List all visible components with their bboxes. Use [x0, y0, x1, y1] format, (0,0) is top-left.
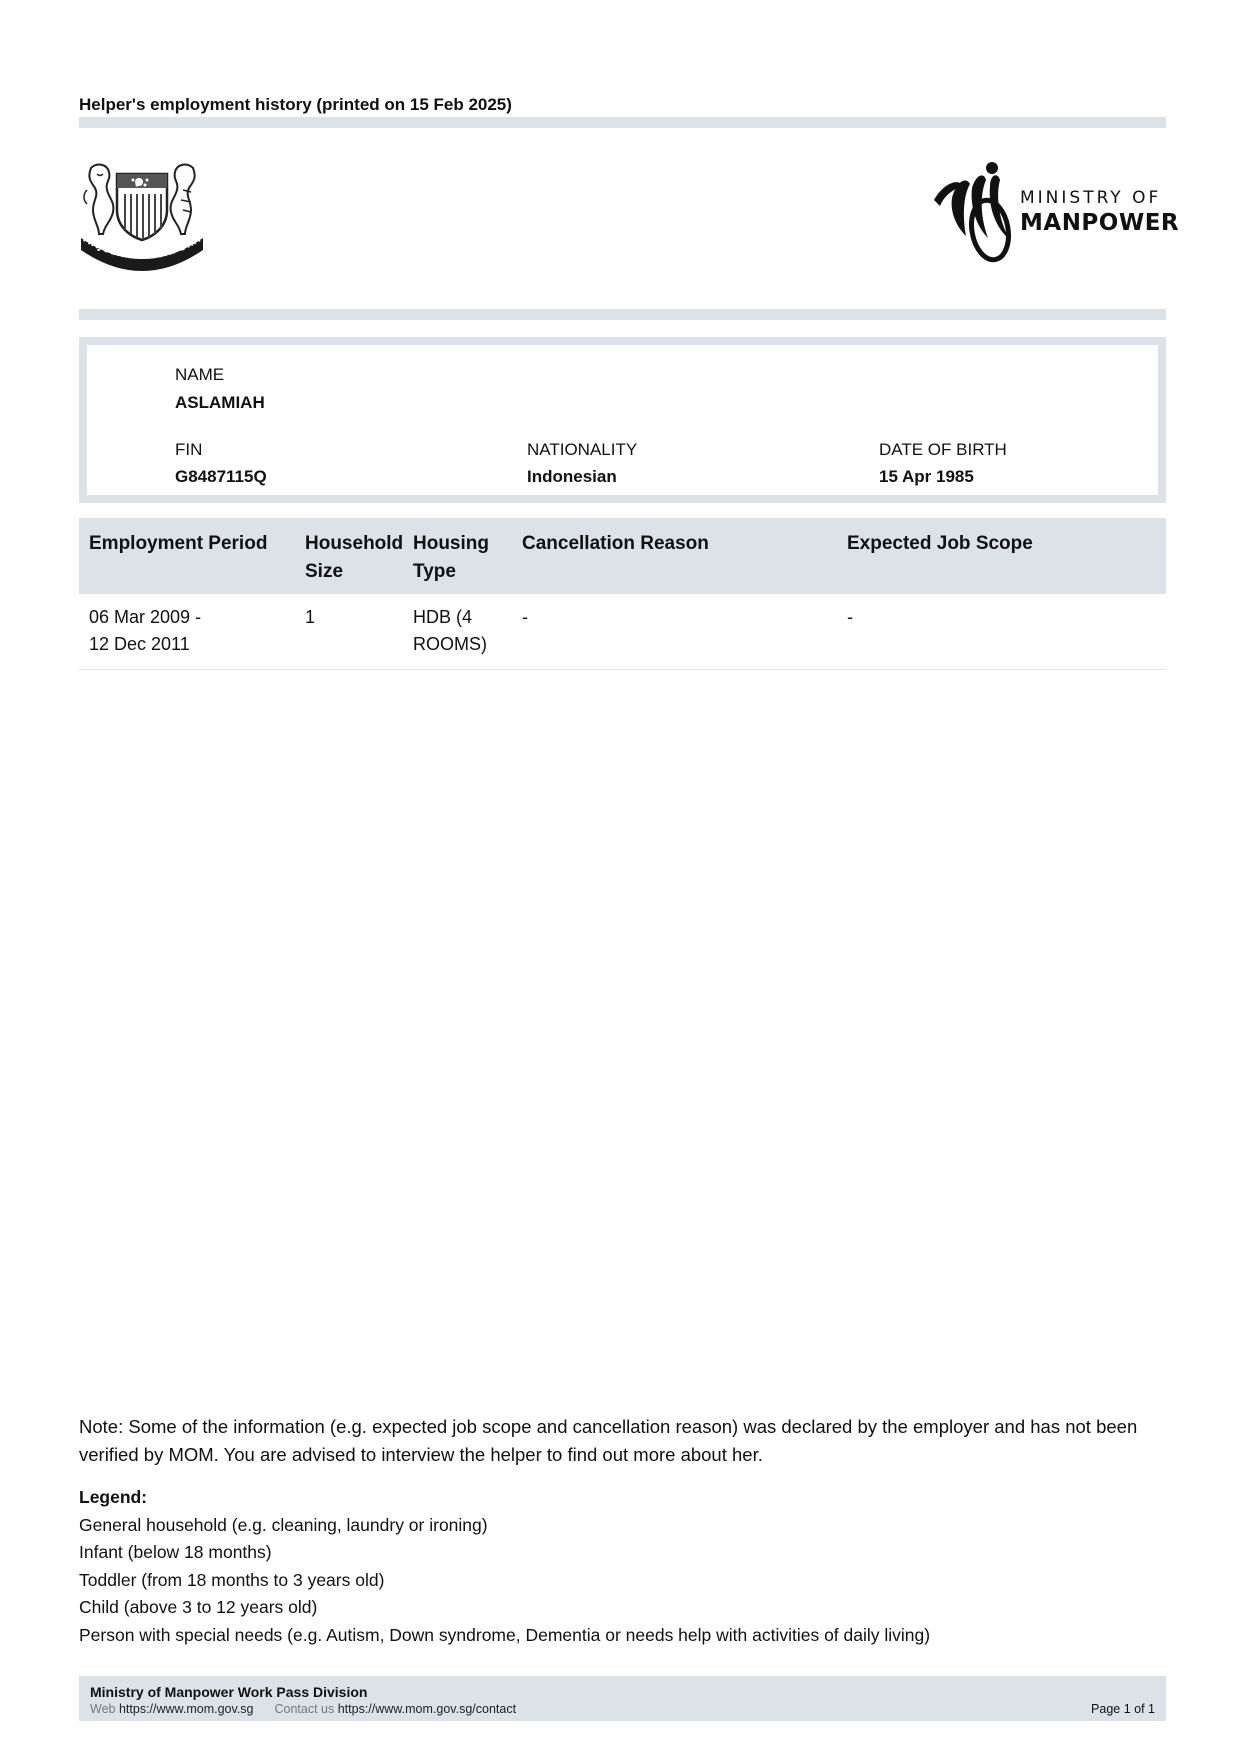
table-row — [79, 604, 1166, 668]
helper-nationality: Indonesian — [527, 467, 617, 486]
col-household-size — [305, 530, 403, 586]
ministry-line-2: MANPOWER — [1020, 210, 1180, 236]
page-title: Helper's employment history (printed on 15 Feb 2025) — [79, 95, 512, 114]
page-number: Page 1 of 1 — [1091, 1702, 1155, 1716]
cell-household-size: 1 — [305, 607, 316, 627]
contact-label: Contact us — [274, 1702, 335, 1716]
legend-item: Toddler (from 18 months to 3 years old) — [79, 1569, 385, 1590]
helper-info-box — [79, 337, 1166, 503]
nationality-label: NATIONALITY — [527, 440, 638, 459]
ministry-line-1: MINISTRY OF — [1020, 188, 1162, 208]
ministry-wordmark — [1020, 188, 1179, 236]
legend-item: Child (above 3 to 12 years old) — [79, 1597, 318, 1617]
col-housing-type-line2: Type — [413, 561, 456, 582]
employment-table-header — [79, 518, 1166, 594]
dob-label: DATE OF BIRTH — [879, 440, 1007, 459]
crest-motto: MAJULAH SINGAPURA — [80, 234, 204, 263]
header-divider — [79, 117, 1166, 128]
legend-item: Person with special needs (e.g. Autism, Down syndrome, Dementia or needs help with activities of daily living) — [79, 1624, 931, 1645]
col-household-size-line2: Size — [305, 561, 344, 582]
section-divider — [79, 309, 1166, 320]
period-end: 12 Dec 2011 — [89, 634, 190, 654]
disclaimer-note: Note: Some of the information (e.g. expected job scope and cancellation reason) was declared by the employer and has not been verified by MOM. You are advised to interview the helper to find out more about her. — [79, 1416, 1138, 1465]
col-employment-period: Employment Period — [89, 533, 268, 554]
web-link[interactable]: https://www.mom.gov.sg — [118, 1702, 254, 1716]
period-start: 06 Mar 2009 - — [89, 607, 202, 627]
cell-housing-type — [413, 604, 487, 658]
footer-links — [90, 1702, 516, 1716]
page-footer — [79, 1676, 1166, 1721]
col-housing-type-line1: Housing — [413, 533, 489, 554]
legend — [79, 1484, 930, 1649]
col-expected-job-scope: Expected Job Scope — [847, 533, 1033, 554]
contact-link[interactable]: https://www.mom.gov.sg/contact — [337, 1702, 517, 1716]
legend-heading: Legend: — [79, 1487, 148, 1507]
cell-cancellation-reason: - — [522, 607, 528, 627]
helper-dob: 15 Apr 1985 — [879, 467, 974, 486]
cell-expected-job-scope: - — [847, 607, 853, 627]
legend-item: General household (e.g. cleaning, laundry or ironing) — [79, 1514, 488, 1535]
col-housing-type — [413, 530, 489, 586]
housing-line2: ROOMS) — [413, 634, 487, 654]
name-label: NAME — [175, 365, 225, 384]
helper-fin: G8487115Q — [175, 467, 267, 486]
helper-name: ASLAMIAH — [175, 393, 265, 412]
web-label: Web — [90, 1702, 116, 1716]
singapore-crest-logo — [79, 160, 205, 272]
col-cancellation-reason: Cancellation Reason — [522, 533, 709, 554]
row-divider — [79, 669, 1166, 670]
col-household-size-line1: Household — [305, 533, 404, 554]
footer-org: Ministry of Manpower Work Pass Division — [90, 1684, 368, 1700]
cell-employment-period — [89, 604, 201, 658]
housing-line1: HDB (4 — [413, 607, 473, 627]
legend-item: Infant (below 18 months) — [79, 1542, 272, 1562]
fin-label: FIN — [175, 440, 203, 459]
